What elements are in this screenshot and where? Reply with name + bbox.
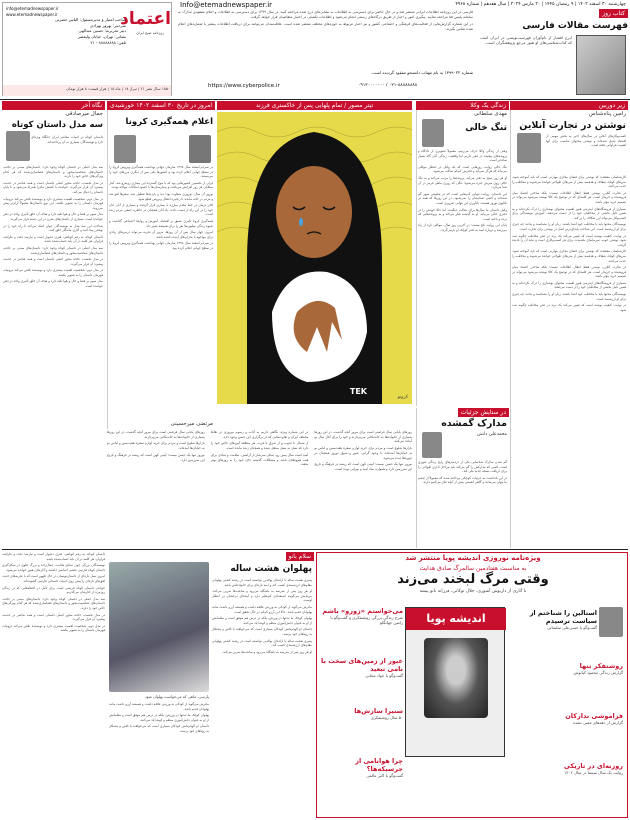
notice-phone: ۰۲۱-۸۸۸۸۸۸۸۸ / ۰۹۱۲۰۰۰۰۰۰۰ xyxy=(358,83,418,88)
column-tarikh-author: مرتضی میرحسینی xyxy=(170,421,213,427)
ad-item-title: چرا هوانامی از جرسیکه‌ها؟ xyxy=(355,757,403,773)
book-of-day-blurb: ایرج افشار از نام‌آوران فهرست‌نویسی در ایران است که کتاب‌شناسی‌های او هنوز مرجع پژوهشگران است. xyxy=(480,35,572,45)
notice-line: شماره ۱۳۹۹۰۲۲ به نام مهتاب دانشجو مفقود گردیده است. xyxy=(370,70,473,75)
magazine-cover xyxy=(405,607,505,757)
column-left-title: سه مدل داستان کوتاه xyxy=(11,120,103,130)
column-tarikh-title: اعلام همه‌گیری کرونا xyxy=(125,117,213,127)
column-right-author: رامین پناه‌شناس xyxy=(588,111,626,117)
history-photo xyxy=(189,135,211,163)
contact-line: نشانی: تهران، خیابان ولیعصر xyxy=(77,33,126,39)
ad-author-photo xyxy=(599,607,623,637)
column-zendegi-tag: زندگی یک وکلا xyxy=(416,101,509,110)
pahlevan-tag: سلام بانو xyxy=(286,552,315,561)
logo-block xyxy=(2,2,172,96)
book-of-day-title: فهرست مقالات فارسی xyxy=(522,21,628,31)
ad-item[interactable] xyxy=(321,657,403,678)
middle-band-text: روزهای پایانی سال فرصتی است برای مرور آنچه گذشت. در این روزها بسیاری از خانواده‌ها به خانه‌تکانی می‌پردازند و خود را برای آغاز سال نو آماده می‌کنند. بازارها شلوغ است و مردم برای خرید لوازم سفره هفت‌سین و لباس نو به خیابان‌ها آمده‌اند. با وجود گرانی، شور و شوق نوروز همچنان در چهره‌ها دیده می‌شود. نوروز تنها یک جشن نیست؛ آیینی کهن است که ریشه در فرهنگ و تاریخ این سرزمین دارد و همواره نماد امید و نوزایی بوده است. در این شماره ویژه، نگاهی داریم به آداب و رسوم نوروزی در نقاط مختلف ایران و تفاوت‌هایی که در برگزاری این جشن وجود دارد. از شمال تا جنوب و از شرق تا غرب، هر منطقه آیین‌های خاص خود را دارد که نسل به نسل منتقل شده و همچنان زنده مانده است. امید است سال پیش رو، سالی سرشار از آرامش، سلامت و شادی برای همه هم‌وطنان باشد و مشکلات گذشته جای خود را به روزهای بهتر بدهند. روزهای پایانی سال فرصتی است برای مرور آنچه گذشت. در این روزها بسیاری از خانواده‌ها به خانه‌تکانی می‌پردازند. بازارها شلوغ است و مردم برای خرید لوازم سفره هفت‌سین و لباس نو به خیابان‌ها آمده‌اند. نوروز تنها یک جشن نیست؛ آیینی کهن است که ریشه در فرهنگ و تاریخ این سرزمین دارد. xyxy=(107,430,412,471)
pahlevan-block xyxy=(107,552,314,818)
ad-main-sub: با آثاری از داریوش آشوری، جلال نوکانی، فرزانه بانو پیشه xyxy=(419,589,527,594)
column-left-text: داستان کوتاه در ادبیات معاصر ایران جایگاه ویژه‌ای دارد و نویسندگان بسیاری به آن پرداخته‌اند. xyxy=(31,135,103,144)
column-right-text-2: کارشناسان معتقدند که نوشتن برای فضای مجازی مهارتی است که باید آموخته شود. متن‌های کوتاه، شفاف و هدفمند بیش از متن‌های طولانی خوانده می‌شوند و مخاطب را جذب می‌کنند. در تجارت آنلاین، نوشتن فقط انتقال اطلاعات نیست؛ بلکه ساختن اعتماد میان فروشنده و خریدار است. هر کلمه‌ای که در توضیح یک کالا نوشته می‌شود می‌تواند در تصمیم خرید مؤثر باشد. بسیاری از فروشگاه‌های اینترنتی هنوز اهمیت محتوای نوشتاری را درک نکرده‌اند و به همین دلیل بخشی از مخاطبان خود را از دست می‌دهند. آموزش نویسندگی برای کسب‌وکار می‌تواند این شکاف را پر کند. نویسندگان محتوا باید با مخاطب خود آشنا باشند، زبان او را بشناسند و بدانند چه چیزی برای او ارزشمند است. این شناخت پایه‌ای‌ترین اصل در نوشتن برای تجارت است. در نهایت، کیفیت نوشته است که تعیین می‌کند یک برند در ذهن مخاطب چگونه ثبت شود. نوشتن خوب، سرمایه‌ای بلندمدت برای هر کسب‌وکاری است و نباید آن را نادیده گرفت. کارشناسان معتقدند که نوشتن برای فضای مجازی مهارتی است که باید آموخته شود. متن‌های کوتاه، شفاف و هدفمند بیش از متن‌های طولانی خوانده می‌شوند و مخاطب را جذب می‌کنند. در تجارت آنلاین، نوشتن فقط انتقال اطلاعات نیست؛ بلکه ساختن اعتماد میان فروشنده و خریدار است. هر کلمه‌ای که در توضیح یک کالا نوشته می‌شود می‌تواند در تصمیم خرید مؤثر باشد. بسیاری از فروشگاه‌های اینترنتی هنوز اهمیت محتوای نوشتاری را درک نکرده‌اند و به همین دلیل بخشی از مخاطبان خود را از دست می‌دهند. نویسندگان محتوا باید با مخاطب خود آشنا باشند، زبان او را بشناسند و بدانند چه چیزی برای او ارزشمند است. در نهایت، کیفیت نوشته است که تعیین می‌کند یک برند در ذهن مخاطب چگونه ثبت شود. xyxy=(512,175,626,312)
column-left-tag: نگاه آخر xyxy=(2,101,105,110)
bottom-left-text: داستان کوتاه، به رغم کوتاهی، هنری دشوار است و نیازمند دقت و ظرافت فراوان. هر کلمه در آن باید حساب‌شده باشد. نویسندگان بزرگی چون صادق هدایت، جمال‌زاده و بزرگ علوی در شکل‌گیری داستان کوتاه فارسی نقشی اساسی داشتند و آثارشان هنوز خوانده می‌شود. امروز نسل تازه‌ای از داستان‌نویسان در حال ظهور است که با تجربه‌های جدید، افق‌های تازه‌ای را پیش روی ادبیات داستانی فارسی گشوده‌اند. خواندن داستان کوتاه فرصتی است برای تأمل در لحظه‌هایی که در زندگی روزمره از کنارشان می‌گذریم. سه مدل اصلی در داستان کوتاه وجود دارد: داستان‌های مبتنی بر حادثه، داستان‌های شخصیت‌محور و داستان‌های فضاسازی‌شده که هر کدام ویژگی‌های خاص خود را دارند. در مدل نخست، حادثه محور اصلی داستان است و همه عناصر در خدمت پیشبرد آن قرار می‌گیرند. در مدل دوم، شخصیت اهمیت بیشتری دارد و نویسنده تلاش می‌کند درونیات قهرمان داستان را به تصویر بکشد. xyxy=(2,552,105,633)
ad-right-items xyxy=(513,607,623,812)
column-right-text: کسب‌وکارهای آنلاین در سال‌های اخیر به بخش مهمی از اقتصاد تبدیل شده‌اند و نوشتن محتوای مناسب برای آنها اهمیت فراوانی یافته است. xyxy=(546,134,626,148)
contact-line: www.etemadnewspaper.ir xyxy=(6,11,58,17)
masthead-footer-strip: ۱۸۵۰ سال نشر ۲۱ | تیراژ ۱۸ | ماه ۱۸ | هزار قیمت: ۸ هزار تومان xyxy=(66,86,170,91)
column-tarikh-text: در سی‌ام اسفند سال ۱۳۹۸ سازمان جهانی بهداشت همه‌گیری ویروس کرونا را در سطح جهانی اعلام کرده بود و کشورها یکی پس از دیگری مرزهای خود را می‌بستند. ایران از نخستین کشورهایی بود که با موج گسترده این بیماری روبه‌رو شد. آمار مبتلایان هر روز افزایش می‌یافت و بیمارستان‌ها با کمبود امکانات مواجه بودند. نوروز آن سال، نوروزی متفاوت بود؛ دید و بازدیدها تعطیل شد، سفرها لغو شد و مردم در خانه ماندند تا زنجیره انتقال ویروس قطع شود. کادر درمان در خط مقدم مبارزه با بیماری قرار گرفتند و بسیاری از آنان جان خود را در این راه از دست دادند. یاد آنان همچنان در خاطره جمعی مردم زنده است. همه‌گیری کرونا تأثیری عمیق بر اقتصاد، آموزش و روابط اجتماعی گذاشت و شیوه زندگی میلیون‌ها نفر را برای همیشه تغییر داد. امروز، چهار سال پس از آن روزها، مرور آن تجربه می‌تواند درس‌های زیادی برای مواجهه با بحران‌های آینده داشته باشد. در سی‌ام اسفند سال ۱۳۹۸ سازمان جهانی بهداشت همه‌گیری ویروس کرونا را در سطح جهانی اعلام کرده بود. xyxy=(109,165,213,250)
column-zendegi xyxy=(416,101,509,406)
logo[interactable]: اعتماد xyxy=(120,9,171,29)
ad-item-sub: گفت‌وگو با اکبر عالمی xyxy=(366,773,403,778)
column-left xyxy=(2,101,105,548)
ad-item-sub: ۵۰ سال روشنفکری xyxy=(370,715,403,720)
ad-item-sub: گزارش از دهه‌های معنی نشده xyxy=(572,720,623,725)
bottom-left-column xyxy=(2,552,105,818)
ad-item-title: استالین را شناختم از سیاست ترسیدم xyxy=(529,609,597,625)
ad-item[interactable] xyxy=(321,757,403,778)
center-illustration-caption: کرونو xyxy=(397,395,408,400)
madarek-tag: در ستایش جزئیات xyxy=(458,408,509,417)
pahlevan-title: پهلوان هشت ساله xyxy=(230,564,312,574)
pahlevan-photo-caption: پارسی، ماهی که می‌خواست پهلوان شود xyxy=(144,694,209,699)
column-zendegi-author: مهدی سلطانی xyxy=(473,111,507,117)
contact-line: سردبیر: بهروز بهزادی xyxy=(90,22,126,28)
ad-item-title: فراموشی ندارکان xyxy=(565,712,623,720)
ad-item-sub: گفت‌وگو با حسن‌علی سلیمانی xyxy=(547,625,597,630)
column-tarikh xyxy=(107,101,215,429)
column-right-title: نوشتن در تجارت آنلاین xyxy=(519,120,626,131)
logo-subtitle: روزنامه صبح ایران xyxy=(136,31,164,35)
center-illustration-tag: تیتر مصور / تمام پلهایی پس از خاکستری فرزند xyxy=(217,101,412,110)
center-illustration-block xyxy=(217,101,412,406)
book-of-day xyxy=(478,9,628,97)
author-photo xyxy=(6,131,30,161)
column-zendegi-title: تنگ خالی xyxy=(465,123,507,133)
madarek-title: مدارک گمشده xyxy=(441,418,507,429)
ad-item-title: عبور از زمین‌های سخت با نامی تبعید xyxy=(321,657,403,673)
notice-url[interactable]: https://www.cyberpolice.ir xyxy=(208,83,280,89)
contact-line: info@etemadnewspaper.ir xyxy=(6,6,59,11)
ad-subheader: به مناسبت هفتادمین سالمرگ صادق هدایت xyxy=(419,565,527,572)
ad-item-sub: گزارش زندگی محمود کیانوش xyxy=(573,670,623,675)
contact-line: صاحب امتیاز و مدیرمسئول: الیاس حضرتی xyxy=(54,17,126,23)
column-tarikh-tag xyxy=(107,101,215,110)
madarek-text: گم شدن مدارک شناسایی یکی از دردسرهای رایج زندگی شهری است. کسی که مدارکش را گم می‌کند باید مراحل اداری طولانی را برای دریافت نسخه جدید طی کند. در این یادداشت به جزئیات کوچکی پرداخته شده که معمولاً از چشم ما پنهان می‌مانند و گاهی اهمیتی بیش از آنچه فکر می‌کنیم دارند. xyxy=(418,460,507,485)
masthead-website[interactable]: Info@etemadnewspaper.ir xyxy=(180,1,273,9)
contact-line: دبیر تحریریه: حسین عبدالهی xyxy=(78,28,126,34)
ad-header: ویژه‌نامه نوروزی اندیشه پویا منتشر شد xyxy=(405,554,541,562)
pahlevan-text: پسری هشت ساله با اراده‌ای پولادین توانسته است در رشته کشتی پهلوانی مقام‌های ارزشمندی کسب کند و امید تازه‌ای برای خانواده‌اش باشد. او هر روز پس از مدرسه به باشگاه می‌رود و ساعت‌ها تمرین می‌کند. مربیانش می‌گویند استعدادی کم‌نظیر دارد و آینده‌ای درخشان در انتظار اوست. مادرش می‌گوید از کودکی به ورزش علاقه داشت و همیشه آرزو داشت مانند پهلوانان قدیم باشد. حالا این آرزو کم‌کم در حال تحقق است. پهلوان کوچک ما نه‌تنها در ورزش، بلکه در درس هم موفق است و معلمانش از او به عنوان دانش‌آموزی منظم و کوشا یاد می‌کنند. داستان او الهام‌بخش کودکان بسیاری است که می‌خواهند با تلاش و پشتکار به رؤیاهای خود برسند. پسری هشت ساله با اراده‌ای پولادین توانسته است در رشته کشتی پهلوانی مقام‌های ارزشمندی کسب کند. او هر روز پس از مدرسه به باشگاه می‌رود و ساعت‌ها تمرین می‌کند. xyxy=(212,578,312,654)
ad-item[interactable] xyxy=(321,707,403,720)
ad-item[interactable] xyxy=(513,662,623,675)
author-photo xyxy=(422,432,442,458)
contact-line: تلفن: ۸۸۸۸۸۸۸۸ - ۲۱ xyxy=(90,39,126,45)
ad-left-items xyxy=(321,607,403,812)
ad-main-title: وقتی مرگ لبخند می‌زند xyxy=(397,572,549,587)
top-middle-text: فارسی در این روزنامه اطلاعات ایرانی منتشر شد و در حال حاضر برای دسترسی به اطلاعات به نشانی‌های درج شده مراجعه کنید. در سال ۱۳۹۹ برای دسترسی به اطلاعات و اعلام مفقودی مدارک به سامانه پلیس فتا مراجعه نمایید. پیگیری امور و اخبار از طریق درگاه‌های رسمی انجام می‌شود و اطلاعات تکمیلی در اختیار متقاضیان قرار خواهد گرفت. در این شماره گزارش‌هایی از فعالیت‌های فرهنگی و اجتماعی کشور و نیز اخبار مربوط به حوزه‌های مختلف منتشر شده است. علاقه‌مندان می‌توانند برای دریافت اطلاعات بیشتر با شماره‌های اعلام شده تماس بگیرند. xyxy=(178,10,473,31)
ad-item-title: سنیرا سازش‌ها xyxy=(354,707,403,715)
masthead-contacts xyxy=(6,6,126,45)
ad-item-title: می‌خواستم «زورو» باشم xyxy=(322,607,403,615)
magazine-portrait xyxy=(424,638,488,718)
ad-item[interactable] xyxy=(513,762,623,775)
ad-item-title: روزنه‌ای در تاریکی xyxy=(563,762,623,770)
magazine-title: اندیشه پویا xyxy=(406,608,506,630)
date-line: چهارشنبه ۳۰ اسفند ۱۴۰۲ | ۹ رمضان ۱۴۴۵ | ۲۰ مارس ۲۰۲۴ | سال هفدهم | شماره ۴۹۶۸ xyxy=(455,2,626,7)
boy-photo xyxy=(109,562,209,692)
author-photo xyxy=(517,133,541,163)
book-of-day-tag: کتاب روز xyxy=(599,9,628,18)
ad-item[interactable] xyxy=(513,609,597,630)
column-left-text-2: سه مدل اصلی در داستان کوتاه وجود دارد: داستان‌های مبتنی بر حادثه، داستان‌های شخصیت‌محور و داستان‌های فضاسازی‌شده که هر کدام ویژگی‌های خاص خود را دارند. در مدل نخست، حادثه محور اصلی داستان است و همه عناصر در خدمت پیشبرد آن قرار می‌گیرند. خواننده با کشش ماجرا همراه می‌شود و تا پایان داستان را دنبال می‌کند. در مدل دوم، شخصیت اهمیت بیشتری دارد و نویسنده تلاش می‌کند درونیات قهرمان داستان را به تصویر بکشد. این نوع داستان‌ها معمولاً آرام‌تر پیش می‌روند. مدل سوم بر فضا و حال و هوا تکیه دارد و هدف آن خلق تأثیری واحد در ذهن خواننده است. بسیاری از داستان‌های مدرن در این دسته قرار می‌گیرند. شناخت این سه مدل به نویسندگان جوان کمک می‌کند تا راه خود را در نوشتن پیدا کنند و آثاری ماندگار خلق کنند. داستان کوتاه، به رغم کوتاهی، هنری دشوار است و نیازمند دقت و ظرافت فراوان. هر کلمه در آن باید حساب‌شده باشد. سه مدل اصلی در داستان کوتاه وجود دارد: داستان‌های مبتنی بر حادثه، داستان‌های شخصیت‌محور و داستان‌های فضاسازی‌شده. در مدل نخست، حادثه محور اصلی داستان است و همه عناصر در خدمت پیشبرد آن قرار می‌گیرند. در مدل دوم، شخصیت اهمیت بیشتری دارد و نویسنده تلاش می‌کند درونیات قهرمان داستان را به تصویر بکشد. مدل سوم بر فضا و حال و هوا تکیه دارد و هدف آن خلق تأثیری واحد در ذهن خواننده است. xyxy=(3,165,103,289)
author-photo xyxy=(422,119,444,147)
ad-item-sub: گفت‌وگو با جواد مجابی xyxy=(365,673,403,678)
column-tarikh-tag-text: امروز در تاریخ xyxy=(176,102,212,109)
ad-item-title: روشنفکر تنها xyxy=(579,662,623,670)
madarek-block xyxy=(416,408,509,548)
column-zendegi-text: وقتی از زندگی وکلا حرف می‌زنیم، معمولاً تصویری از دادگاه و پرونده‌های پیچیده در ذهن داریم اما واقعیت زندگی آنان گاه بسیار ساده‌تر است. تنگ خالی روایت روزهایی است که یک وکیل در انتظار موکلی می‌ماند که هرگز نمی‌آید و دفترش کم‌کم ساکت می‌شود. او هر روز صبح به دفتر می‌آید، پرونده‌ها را مرتب می‌کند و به تنگ خالی روی میزش خیره می‌شود؛ تنگی که روزی ماهی قرمز در آن شنا می‌کرد. این داستان، روایت تنهایی آدم‌هایی است که در شلوغی شهر گم شده‌اند و کسی صدایشان را نمی‌شنود. در این روزها که همه در تکاپوی نوروز هستند، یادآوری این تنهایی ضروری است. وکیل داستان ما سال‌ها برای عدالت جنگیده، اما حالا خودش را در دفتری خالی می‌یابد. او به گذشته فکر می‌کند و به پرونده‌هایی که برده و باخته است. پایان این روایت تلخ نیست؛ در آخرین روز سال، موکلی تازه از راه می‌رسد و دوباره امید به دفتر کوچک او بازمی‌گردد. xyxy=(418,149,507,232)
ad-item-sub: شرح زندگی برزگی روشنفکری و گفت‌وگو با رامین جهانگلو xyxy=(330,615,403,625)
middle-band-article xyxy=(107,408,412,548)
section-divider xyxy=(2,549,628,550)
column-right-tag: زیر دوربین xyxy=(510,101,628,110)
madarek-author: محمدعلی دانش xyxy=(477,432,507,437)
svg-text:TEK: TEK xyxy=(349,387,367,396)
ad-item-sub: روایت یک سال سینما در سال ۱۴۰۲ xyxy=(564,770,623,775)
ad-item[interactable] xyxy=(321,607,403,625)
column-left-author: جمال میرصادقی xyxy=(65,111,103,117)
top-middle-article xyxy=(178,10,473,98)
mother-child-illustration xyxy=(217,112,412,404)
column-tarikh-date: ۳۰ اسفند ۱۴۰۲ خورشیدی xyxy=(110,102,175,109)
author-photo xyxy=(114,135,136,163)
column-right xyxy=(510,101,628,548)
book-cover-image xyxy=(576,35,626,95)
ad-item[interactable] xyxy=(513,712,623,725)
ad-block xyxy=(316,552,628,818)
pahlevan-text-2: مادرش می‌گوید از کودکی به ورزش علاقه داشت و همیشه آرزو داشت مانند پهلوانان قدیم باشد. پهلوان کوچک ما نه‌تنها در ورزش، بلکه در درس هم موفق است و معلمانش از او به عنوان دانش‌آموزی منظم و کوشا یاد می‌کنند. داستان او الهام‌بخش کودکان بسیاری است که می‌خواهند با تلاش و پشتکار به رؤیاهای خود برسند. xyxy=(109,702,209,733)
